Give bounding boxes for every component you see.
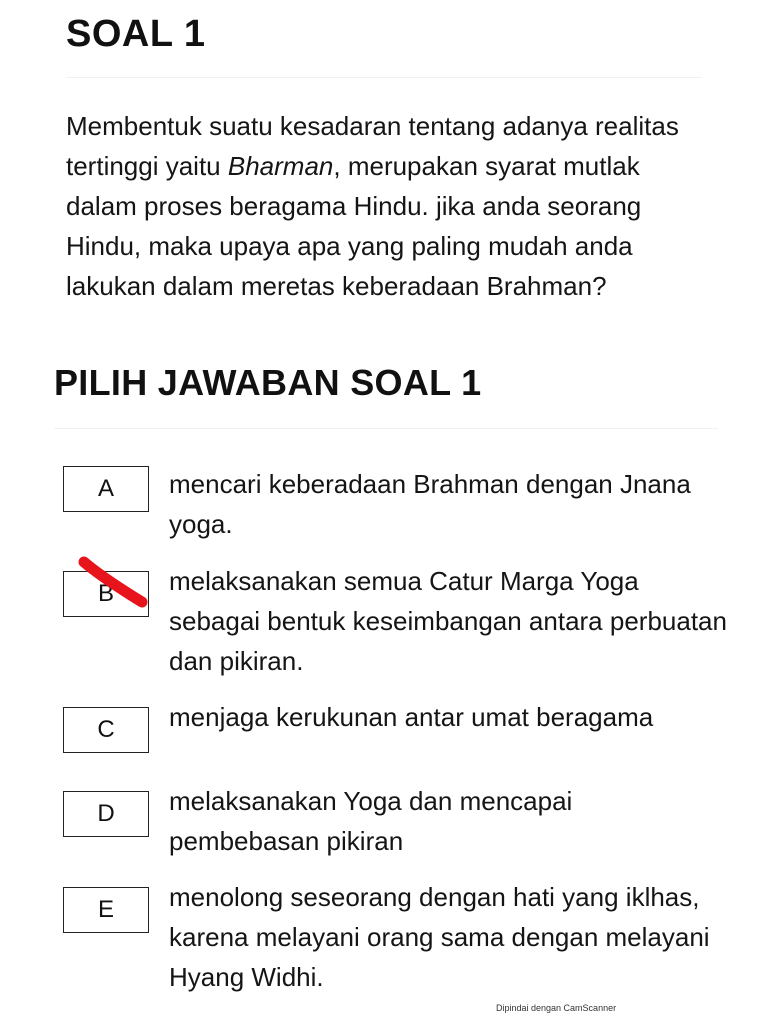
option-a-text: mencari keberadaan Brahman dengan Jnana yoga. <box>169 469 691 539</box>
question-text-italic: Bharman <box>227 151 334 181</box>
option-a-box[interactable]: A <box>63 466 149 512</box>
question-title: SOAL 1 <box>66 13 206 55</box>
option-d-text: melaksanakan Yoga dan mencapai pembebasan pikiran <box>169 786 573 856</box>
answer-heading: PILIH JAWABAN SOAL 1 <box>54 362 482 403</box>
option-e-box[interactable]: E <box>63 887 149 933</box>
option-b-text: melaksanakan semua Catur Marga Yoga sebagai bentuk keseimbangan antara perbuatan dan pikiran. <box>169 566 727 676</box>
question-text <box>66 106 716 306</box>
option-b-box[interactable]: B <box>63 571 149 617</box>
option-e-text: menolong seseorang dengan hati yang iklhas, karena melayani orang sama dengan melayani Hyang Widhi. <box>169 882 710 992</box>
answer-divider <box>54 428 718 429</box>
question-text-part-2: , merupakan syarat mutlak dalam proses beragama Hindu. jika anda seorang Hindu, maka upaya apa yang paling mudah anda lakukan dalam meretas keberadaan Brahman? <box>66 151 642 301</box>
pen-mark-check <box>76 556 156 616</box>
pen-stroke <box>84 562 142 602</box>
title-divider <box>66 77 702 78</box>
option-c-text: menjaga kerukunan antar umat beragama <box>169 702 654 732</box>
option-d-box[interactable]: D <box>63 791 149 837</box>
option-c-box[interactable]: C <box>63 707 149 753</box>
question-text-part-1: Membentuk suatu kesadaran tentang adanya realitas tertinggi yaitu <box>66 111 679 181</box>
scanner-watermark: Dipindai dengan CamScanner <box>496 1003 617 1013</box>
